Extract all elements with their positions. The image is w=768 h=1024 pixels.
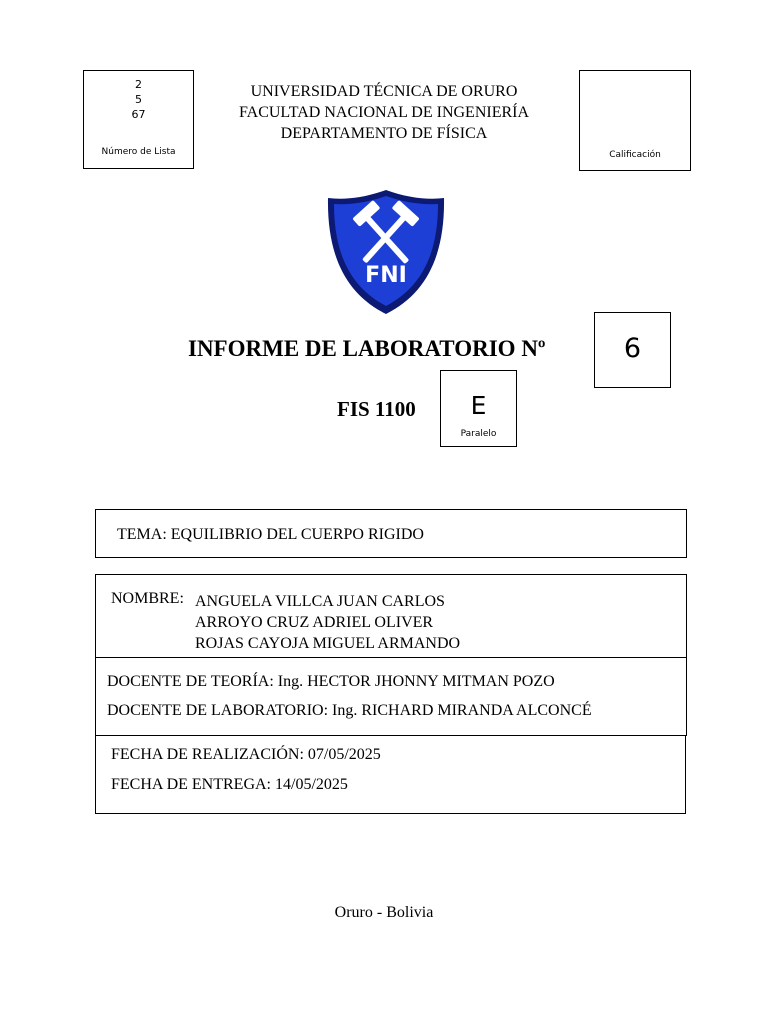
report-number: 6 [623, 333, 642, 364]
list-number-box [83, 70, 194, 169]
student-names [195, 591, 460, 654]
list-numbers [84, 77, 193, 122]
paralelo-value: E [470, 391, 487, 420]
paralelo-box [440, 370, 517, 447]
list-number: 67 [131, 108, 146, 121]
names-box [95, 574, 687, 659]
faculty-name: FACULTAD NACIONAL DE INGENIERÍA [238, 104, 530, 121]
logo-text: FNI [365, 263, 407, 288]
topic-text: TEMA: EQUILIBRIO DEL CUERPO RIGIDO [117, 526, 424, 543]
student-name: ARROYO CRUZ ADRIEL OLIVER [195, 614, 434, 631]
lab-teacher: DOCENTE DE LABORATORIO: Ing. RICHARD MIRANDA ALCONCÉ [107, 702, 592, 719]
location-footer: Oruro - Bolivia [334, 904, 434, 921]
institution-header [210, 81, 558, 144]
grade-label: Calificación [609, 150, 661, 160]
teachers-box [95, 657, 687, 736]
report-number-box [594, 312, 671, 388]
dates-box [95, 735, 686, 814]
topic-box [95, 509, 687, 558]
theory-teacher: DOCENTE DE TEORÍA: Ing. HECTOR JHONNY MITMAN POZO [107, 673, 555, 690]
paralelo-label: Paralelo [460, 429, 497, 439]
list-number: 5 [135, 93, 142, 106]
list-number-label: Número de Lista [101, 147, 176, 157]
student-name: ROJAS CAYOJA MIGUEL ARMANDO [195, 635, 461, 652]
grade-box [579, 70, 691, 171]
department-name: DEPARTAMENTO DE FÍSICA [280, 125, 488, 142]
course-code: FIS 1100 [337, 397, 416, 421]
report-title: INFORME DE LABORATORIO Nº [188, 336, 546, 361]
execution-date: FECHA DE REALIZACIÓN: 07/05/2025 [111, 746, 381, 763]
student-name: ANGUELA VILLCA JUAN CARLOS [195, 593, 445, 610]
delivery-date: FECHA DE ENTREGA: 14/05/2025 [111, 776, 348, 793]
names-label: NOMBRE: [111, 590, 184, 607]
fni-shield-logo [324, 186, 448, 318]
university-name: UNIVERSIDAD TÉCNICA DE ORURO [250, 83, 518, 100]
list-number: 2 [135, 78, 142, 91]
